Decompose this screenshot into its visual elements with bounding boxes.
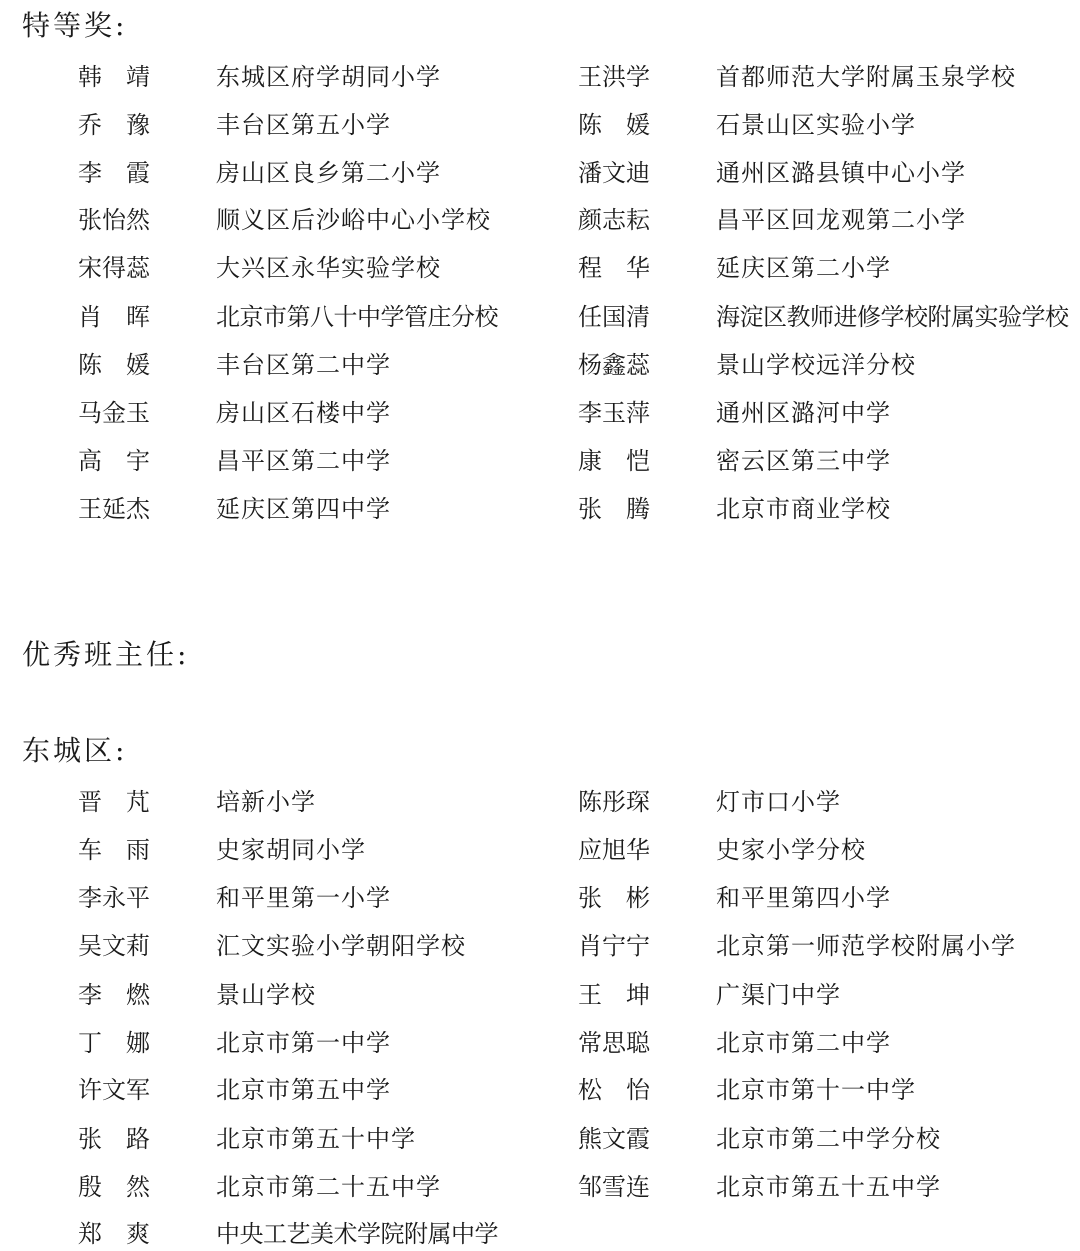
person-name: 丁 娜 [78, 1029, 150, 1057]
school-name: 和平里第一小学 [216, 884, 391, 912]
person-name: 李永平 [78, 884, 150, 912]
school-name: 丰台区第五小学 [216, 111, 391, 139]
person-name: 肖宁宁 [578, 932, 650, 960]
school-name: 延庆区第二小学 [716, 254, 891, 282]
person-name: 张 腾 [578, 495, 650, 523]
school-name: 中央工艺美术学院附属中学 [216, 1220, 498, 1248]
person-name: 张 彬 [578, 884, 650, 912]
school-name: 昌平区第二中学 [216, 447, 391, 475]
person-name: 肖 晖 [78, 303, 150, 331]
school-name: 北京市第八十中学管庄分校 [216, 303, 498, 331]
school-name: 房山区良乡第二小学 [216, 159, 441, 187]
school-name: 北京市第一中学 [216, 1029, 391, 1057]
school-name: 景山学校 [216, 981, 316, 1009]
school-name: 史家胡同小学 [216, 836, 366, 864]
person-name: 程 华 [578, 254, 650, 282]
school-name: 灯市口小学 [716, 788, 841, 816]
person-name: 李 燃 [78, 981, 150, 1009]
list-item [0, 1170, 1080, 1204]
school-name: 北京市第五十五中学 [716, 1173, 941, 1201]
list-item [0, 251, 1080, 285]
list-item [0, 978, 1080, 1012]
person-name: 松 怡 [578, 1076, 650, 1104]
person-name: 车 雨 [78, 836, 150, 864]
list-item [0, 396, 1080, 430]
list-item [0, 785, 1080, 819]
school-name: 通州区潞河中学 [716, 399, 891, 427]
list-item [0, 1217, 1080, 1251]
school-name: 培新小学 [216, 788, 316, 816]
school-name: 北京第一师范学校附属小学 [716, 932, 1016, 960]
person-name: 宋得蕊 [78, 254, 150, 282]
person-name: 颜志耘 [578, 206, 650, 234]
school-name: 景山学校远洋分校 [716, 351, 916, 379]
list-item [0, 492, 1080, 526]
person-name: 王 坤 [578, 981, 650, 1009]
list-item [0, 203, 1080, 237]
person-name: 乔 豫 [78, 111, 150, 139]
school-name: 北京市第二十五中学 [216, 1173, 441, 1201]
list-item [0, 881, 1080, 915]
list-item [0, 1122, 1080, 1156]
school-name: 顺义区后沙峪中心小学校 [216, 206, 491, 234]
school-name: 北京市商业学校 [716, 495, 891, 523]
school-name: 丰台区第二中学 [216, 351, 391, 379]
school-name: 首都师范大学附属玉泉学校 [716, 63, 1016, 91]
person-name: 潘文迪 [578, 159, 650, 187]
person-name: 韩 靖 [78, 63, 150, 91]
list-item [0, 929, 1080, 963]
section-heading-excellent-teachers: 优秀班主任: [22, 638, 190, 671]
list-item [0, 156, 1080, 190]
person-name: 杨鑫蕊 [578, 351, 650, 379]
person-name: 陈 媛 [578, 111, 650, 139]
school-name: 昌平区回龙观第二小学 [716, 206, 966, 234]
person-name: 李 霞 [78, 159, 150, 187]
school-name: 北京市第二中学 [716, 1029, 891, 1057]
school-name: 密云区第三中学 [716, 447, 891, 475]
school-name: 大兴区永华实验学校 [216, 254, 441, 282]
person-name: 邹雪连 [578, 1173, 650, 1201]
person-name: 陈彤琛 [578, 788, 650, 816]
school-name: 史家小学分校 [716, 836, 866, 864]
school-name: 延庆区第四中学 [216, 495, 391, 523]
list-item [0, 833, 1080, 867]
section-heading-special-award: 特等奖: [22, 9, 128, 42]
person-name: 郑 爽 [78, 1220, 150, 1248]
person-name: 李玉萍 [578, 399, 650, 427]
person-name: 陈 媛 [78, 351, 150, 379]
person-name: 应旭华 [578, 836, 650, 864]
person-name: 殷 然 [78, 1173, 150, 1201]
section-heading-dongcheng: 东城区: [22, 734, 128, 767]
school-name: 北京市第十一中学 [716, 1076, 916, 1104]
person-name: 王洪学 [578, 63, 650, 91]
person-name: 张怡然 [78, 206, 150, 234]
school-name: 汇文实验小学朝阳学校 [216, 932, 466, 960]
list-item [0, 1073, 1080, 1107]
person-name: 常思聪 [578, 1029, 650, 1057]
list-item [0, 348, 1080, 382]
person-name: 王延杰 [78, 495, 150, 523]
school-name: 海淀区教师进修学校附属实验学校 [716, 303, 1069, 331]
school-name: 东城区府学胡同小学 [216, 63, 441, 91]
school-name: 房山区石楼中学 [216, 399, 391, 427]
person-name: 康 恺 [578, 447, 650, 475]
person-name: 吴文莉 [78, 932, 150, 960]
list-item [0, 1026, 1080, 1060]
school-name: 北京市第五十中学 [216, 1125, 416, 1153]
school-name: 广渠门中学 [716, 981, 841, 1009]
person-name: 晋 芃 [78, 788, 150, 816]
school-name: 通州区潞县镇中心小学 [716, 159, 966, 187]
list-item [0, 60, 1080, 94]
school-name: 北京市第五中学 [216, 1076, 391, 1104]
person-name: 任国清 [578, 303, 650, 331]
school-name: 北京市第二中学分校 [716, 1125, 941, 1153]
person-name: 马金玉 [78, 399, 150, 427]
school-name: 和平里第四小学 [716, 884, 891, 912]
list-item [0, 444, 1080, 478]
list-item [0, 300, 1080, 334]
school-name: 石景山区实验小学 [716, 111, 916, 139]
list-item [0, 108, 1080, 142]
person-name: 熊文霞 [578, 1125, 650, 1153]
person-name: 张 路 [78, 1125, 150, 1153]
person-name: 高 宇 [78, 447, 150, 475]
person-name: 许文军 [78, 1076, 150, 1104]
